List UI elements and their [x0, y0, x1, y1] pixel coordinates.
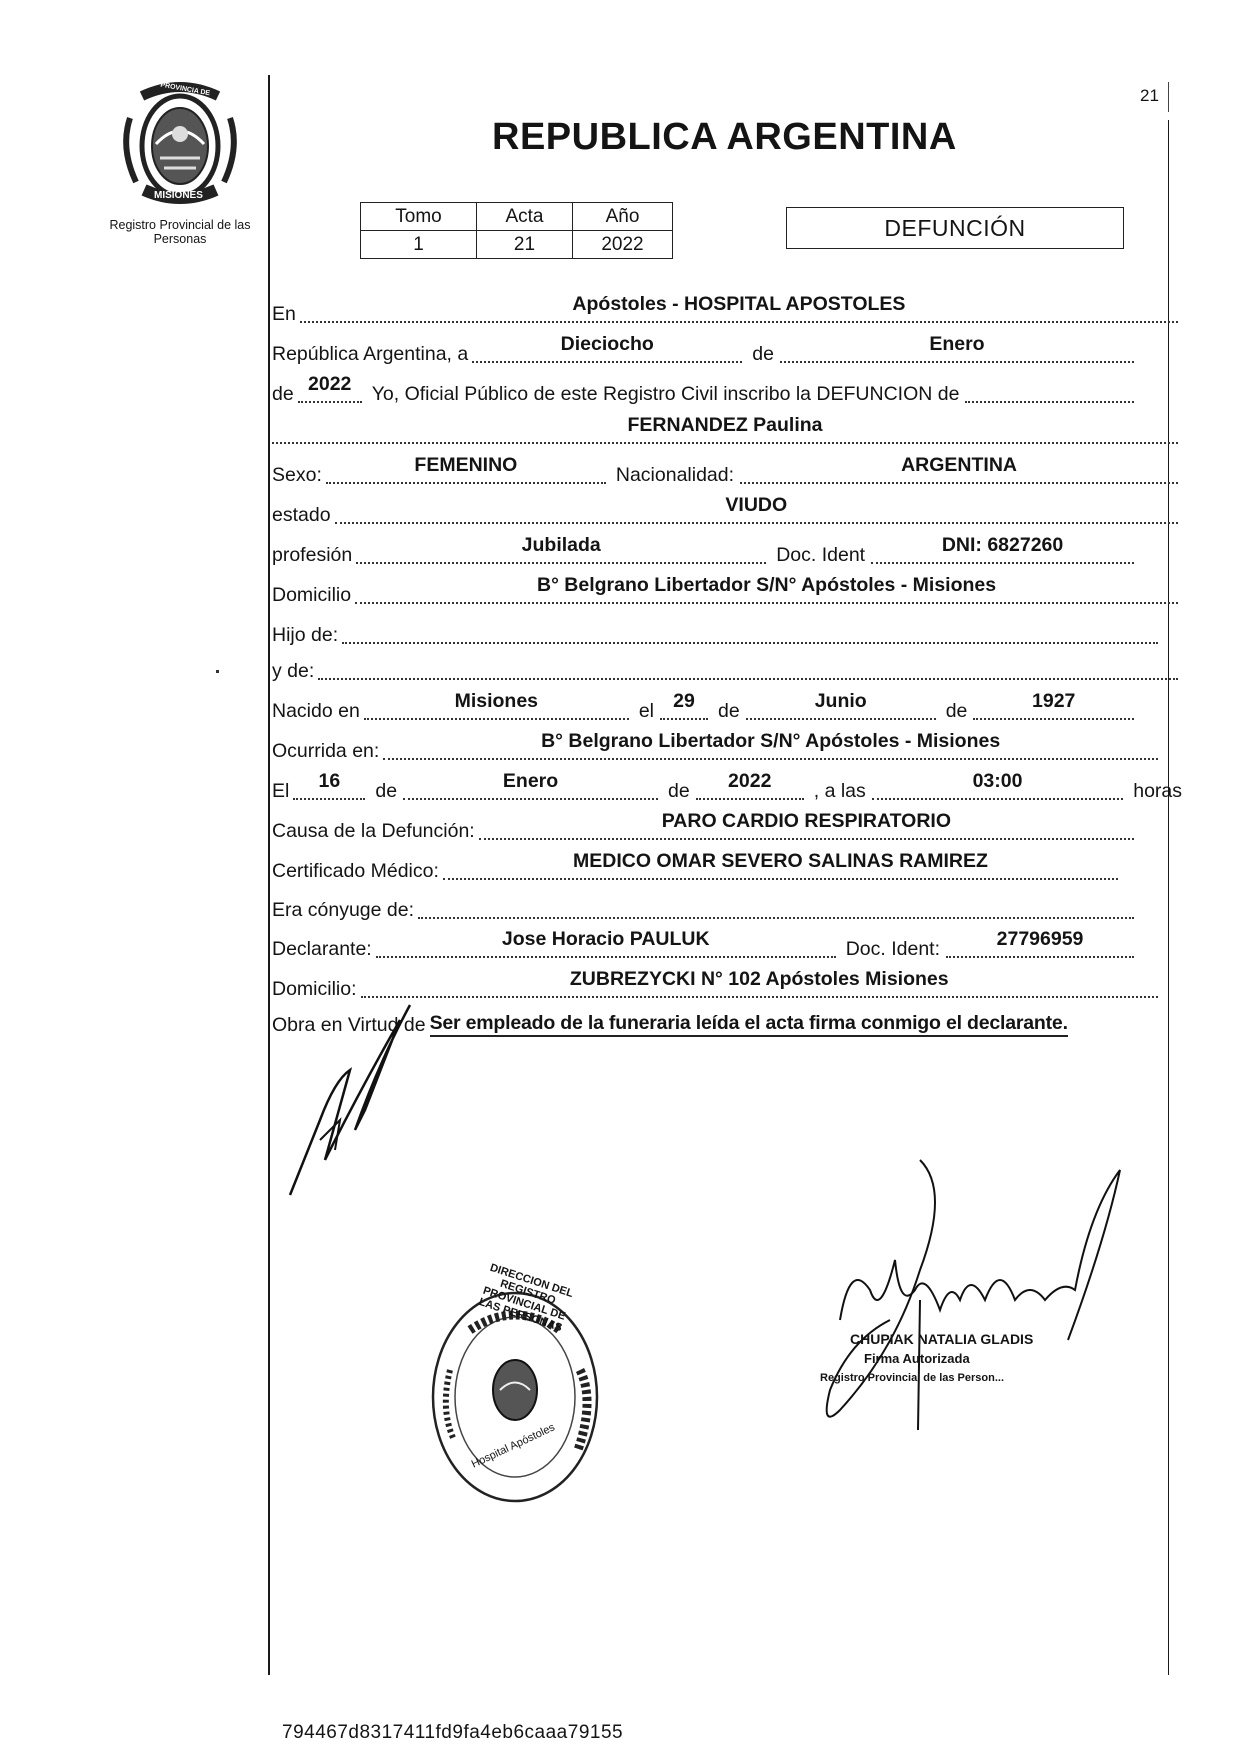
nacido-en-label: Nacido en: [272, 700, 360, 722]
anio-header: Año: [573, 203, 673, 231]
signer-org: Registro Provincial de las Person...: [820, 1372, 1005, 1384]
row-causa: [272, 810, 1182, 846]
profesion-label: profesión: [272, 544, 353, 566]
full-name-value: FERNANDEZ Paulina: [627, 414, 823, 436]
estado-value: VIUDO: [725, 494, 788, 516]
row-estado: [272, 494, 1182, 530]
declarante-doc-value: 27796959: [996, 928, 1084, 950]
el-label: el: [638, 700, 654, 722]
anio-value: 2022: [573, 231, 673, 259]
row-domicilio: [272, 574, 1182, 610]
row-y-de: [272, 654, 1182, 686]
a-las-label: , a las: [813, 780, 866, 802]
domicilio2-label: Domicilio:: [272, 978, 357, 1000]
profesion-value: Jubilada: [521, 534, 601, 556]
de-label: de: [752, 343, 774, 365]
death-year-value: 2022: [728, 770, 772, 792]
sexo-value: FEMENINO: [414, 454, 518, 476]
inscribe-text: Yo, Oficial Público de este Registro Civil inscribo la DEFUNCION de: [371, 383, 960, 405]
en-label: En: [272, 303, 296, 325]
coat-of-arms-icon: [120, 78, 240, 206]
row-name: [272, 414, 1182, 450]
doc-ident-label: Doc. Ident: [776, 544, 866, 566]
nacionalidad-value: ARGENTINA: [901, 454, 1017, 476]
ocurrida-label: Ocurrida en:: [272, 740, 380, 762]
domicilio2-value: ZUBREZYCKI N° 102 Apóstoles Misiones: [569, 968, 949, 990]
scan-speck: [216, 670, 219, 673]
nacionalidad-label: Nacionalidad:: [615, 464, 735, 486]
horas-label: horas: [1133, 780, 1182, 802]
row-date: [272, 333, 1182, 369]
certificado-label: Certificado Médico:: [272, 860, 439, 882]
birth-place-value: Misiones: [454, 690, 539, 712]
registry-caption: Registro Provincial de las Personas: [109, 218, 251, 246]
declarante-value: Jose Horacio PAULUK: [501, 928, 710, 950]
row-inscribe: [272, 373, 1182, 409]
causa-value: PARO CARDIO RESPIRATORIO: [661, 810, 951, 832]
row-nacido: [272, 690, 1182, 726]
row-place: [272, 293, 1182, 329]
domicilio-label: Domicilio: [272, 584, 352, 606]
tomo-header: Tomo: [361, 203, 477, 231]
record-type-box: DEFUNCIÓN: [786, 207, 1124, 249]
declarante-label: Declarante:: [272, 938, 372, 960]
death-day-value: 16: [318, 770, 341, 792]
ocurrida-value: B° Belgrano Libertador S/N° Apóstoles - Misiones: [541, 730, 1001, 752]
certificado-value: MEDICO OMAR SEVERO SALINAS RAMIREZ: [572, 850, 988, 872]
estado-label: estado: [272, 504, 331, 526]
de-death-year-label: de: [668, 780, 690, 802]
stamp-ring-text: DIRECCION DEL REGISTRO PROVINCIAL DE LAS PERSONAS: [477, 1261, 575, 1335]
place-value: Apóstoles - HOSPITAL APOSTOLES: [572, 293, 906, 315]
row-death-date: [272, 770, 1182, 806]
tomo-value: 1: [361, 231, 477, 259]
causa-label: Causa de la Defunción:: [272, 820, 475, 842]
domicilio-value: B° Belgrano Libertador S/N° Apóstoles - Misiones: [537, 574, 997, 596]
month-value: Enero: [929, 333, 985, 355]
page-number-tick: [1168, 82, 1169, 112]
official-signature-icon: [800, 1150, 1130, 1430]
year-value: 2022: [308, 373, 352, 395]
row-conyuge: [272, 893, 1182, 925]
stamp-ring-icon: [430, 1290, 600, 1505]
row-sexo: [272, 454, 1182, 490]
day-words-value: Dieciocho: [560, 333, 654, 355]
seal-bottom-text: MISIONES: [154, 190, 203, 201]
row-ocurrida: [272, 730, 1182, 766]
record-table: [360, 202, 673, 259]
signer-role: Firma Autorizada: [864, 1351, 970, 1366]
republica-label: República Argentina, a: [272, 343, 469, 365]
acta-value: 21: [477, 231, 573, 259]
conyuge-label: Era cónyuge de:: [272, 899, 415, 921]
birth-year-value: 1927: [1032, 690, 1076, 712]
page-number: 21: [1140, 86, 1159, 105]
signer-name: CHUPIAK NATALIA GLADIS: [850, 1331, 1034, 1347]
row-certificado: [272, 850, 1182, 886]
hijo-de-label: Hijo de:: [272, 624, 339, 646]
doc-ident-value: DNI: 6827260: [941, 534, 1064, 556]
birth-day-value: 29: [673, 690, 695, 712]
acta-header: Acta: [477, 203, 573, 231]
de-year-label: de: [272, 383, 294, 405]
row-profesion: [272, 534, 1182, 570]
sexo-label: Sexo:: [272, 464, 322, 486]
death-month-value: Enero: [502, 770, 559, 792]
row-declarante: [272, 928, 1182, 964]
left-margin-rule: [268, 75, 270, 1675]
el2-label: El: [272, 780, 290, 802]
stamp-inner-text: Hospital Apóstoles: [469, 1421, 557, 1471]
page-title: REPUBLICA ARGENTINA: [492, 116, 957, 158]
official-stamp: [430, 1261, 600, 1505]
obra-value: Ser empleado de la funeraria leída el acta firma conmigo el declarante.: [430, 1012, 1068, 1037]
de-birth-month-label: de: [718, 700, 740, 722]
document-hash: 794467d8317411fd9fa4eb6caaa79155: [282, 1722, 624, 1743]
province-seal: [120, 78, 240, 206]
birth-month-value: Junio: [814, 690, 867, 712]
seal-top-text: PROVINCIA DE: [159, 81, 211, 98]
declarant-signature-icon: [280, 1000, 450, 1200]
y-de-label: y de:: [272, 660, 315, 682]
de-birth-year-label: de: [945, 700, 968, 722]
de-death-month-label: de: [375, 780, 398, 802]
doc-ident2-label: Doc. Ident:: [845, 938, 941, 960]
death-time-value: 03:00: [972, 770, 1023, 792]
obra-label: Obra en Virtud de: [272, 1014, 426, 1036]
